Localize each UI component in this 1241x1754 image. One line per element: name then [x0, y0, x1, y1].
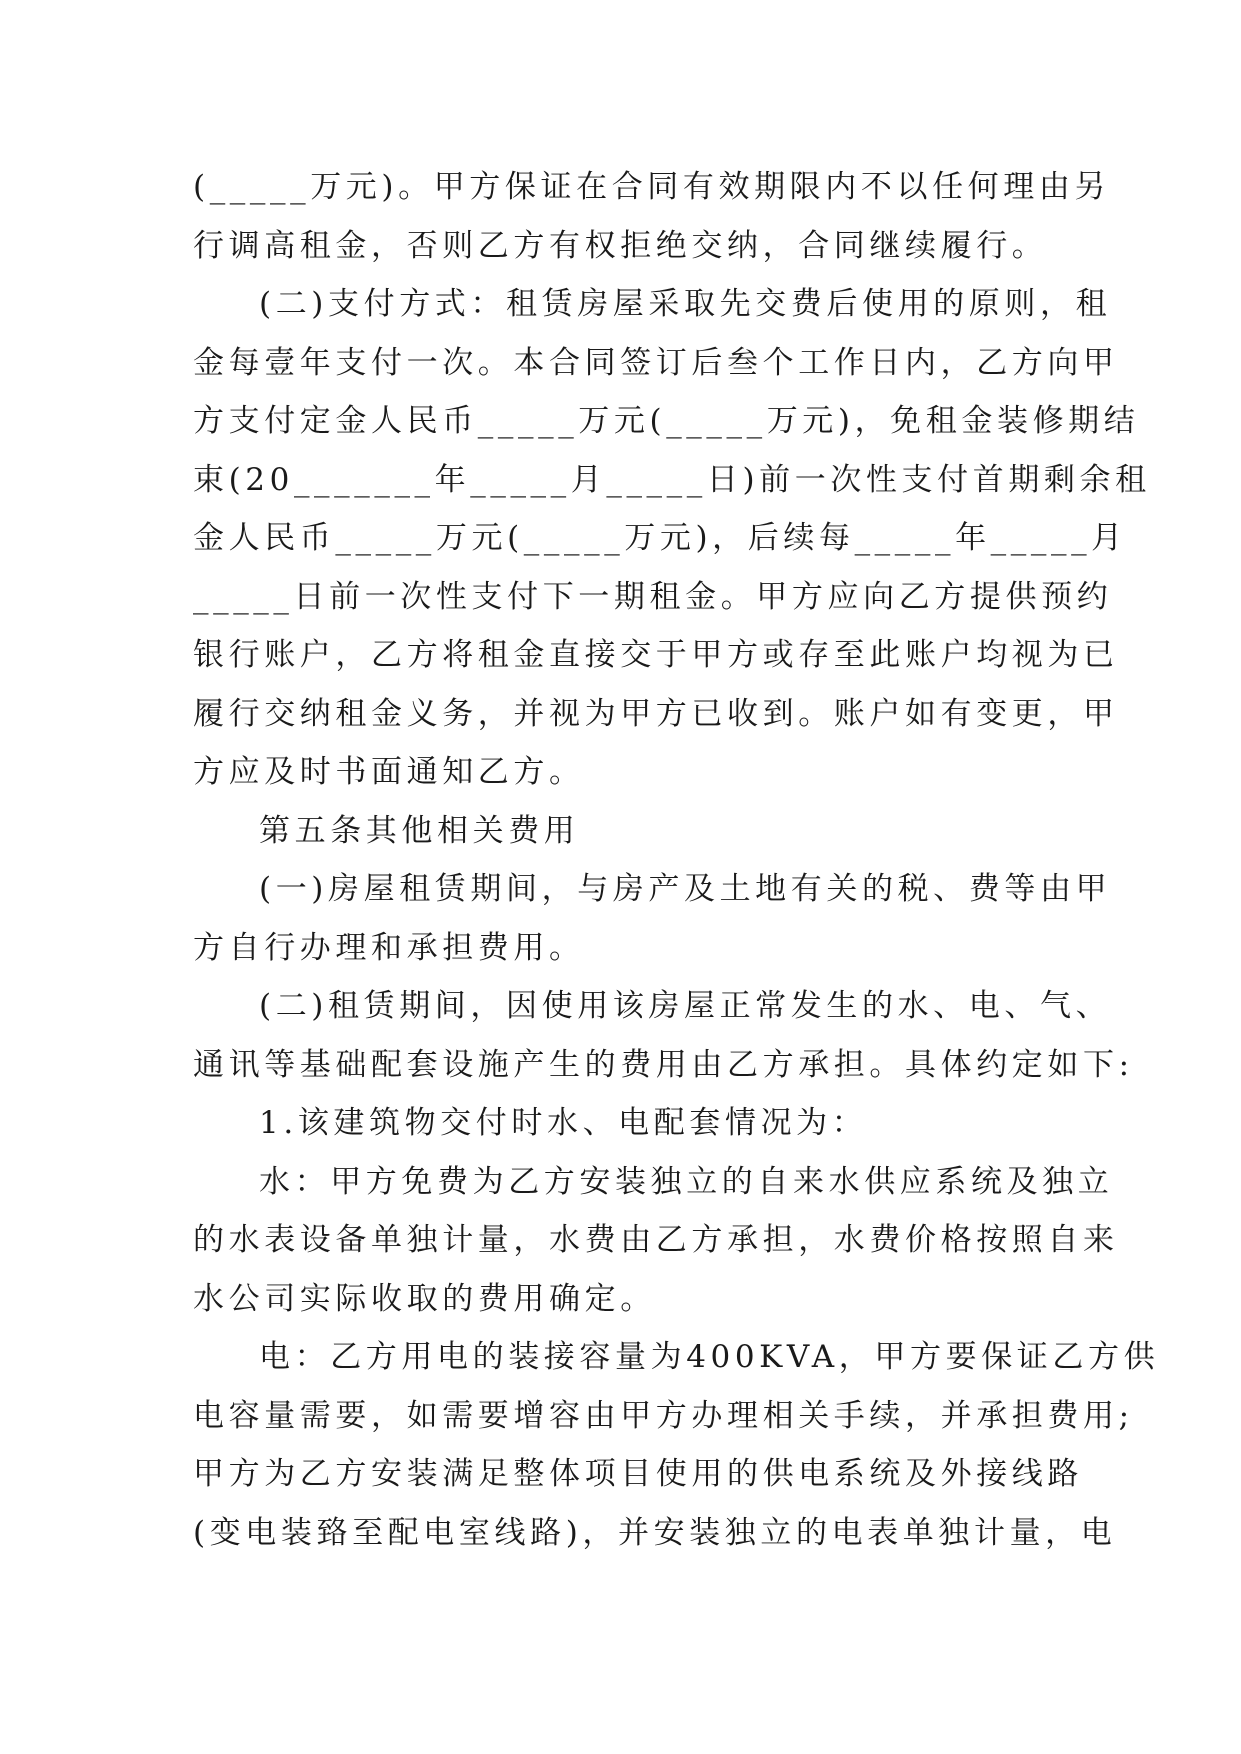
text-line: 电容量需要，如需要增容由甲方办理相关手续，并承担费用; [193, 1397, 1134, 1434]
paragraph-electricity: 电：乙方用电的装接容量为400KVA，甲方要保证乙方供 [259, 1339, 1160, 1375]
paragraph-payment-method: (二)支付方式：租赁房屋采取先交费后使用的原则，租 [259, 286, 1112, 322]
text-line: 银行账户，乙方将租金直接交于甲方或存至此账户均视为已 [193, 637, 1119, 673]
text-line: 金每壹年支付一次。本合同签订后叁个工作日内，乙方向甲 [193, 344, 1119, 381]
text-line: 金人民币_____万元(_____万元)，后续每_____年_____月 [193, 520, 1127, 556]
text-line: 履行交纳租金义务，并视为甲方已收到。账户如有变更，甲 [193, 695, 1119, 732]
paragraph-taxes: (一)房屋租赁期间，与房产及土地有关的税、费等由甲 [259, 871, 1112, 907]
paragraph-utilities: (二)租赁期间，因使用该房屋正常发生的水、电、气、 [259, 988, 1112, 1024]
contract-body [193, 158, 1193, 1562]
text-line: 方应及时书面通知乙方。 [193, 754, 585, 790]
text-line: _____日前一次性支付下一期租金。甲方应向乙方提供预约 [193, 578, 1113, 615]
paragraph-water: 水：甲方免费为乙方安装独立的自来水供应系统及独立 [259, 1163, 1114, 1200]
text-line: 束(20_______年_____月_____日)前一次性支付首期剩余租 [193, 461, 1151, 498]
text-line: 方支付定金人民币_____万元(_____万元)，免租金装修期结 [193, 403, 1140, 439]
section-heading: 第五条其他相关费用 [259, 812, 580, 849]
text-line: (_____万元)。甲方保证在合同有效期限内不以任何理由另 [193, 169, 1111, 205]
text-line: (变电装臵至配电室线路)，并安装独立的电表单独计量，电 [193, 1514, 1117, 1551]
text-line: 水公司实际收取的费用确定。 [193, 1280, 656, 1317]
text-line: 通讯等基础配套设施产生的费用由乙方承担。具体约定如下: [193, 1046, 1134, 1083]
list-item-1: 1.该建筑物交付时水、电配套情况为： [259, 1105, 868, 1141]
text-line: 方自行办理和承担费用。 [193, 929, 585, 966]
text-line: 的水表设备单独计量，水费由乙方承担，水费价格按照自来 [193, 1222, 1119, 1258]
text-line: 甲方为乙方安装满足整体项目使用的供电系统及外接线路 [193, 1456, 1083, 1492]
text-line: 行调高租金，否则乙方有权拒绝交纳，合同继续履行。 [193, 227, 1048, 264]
